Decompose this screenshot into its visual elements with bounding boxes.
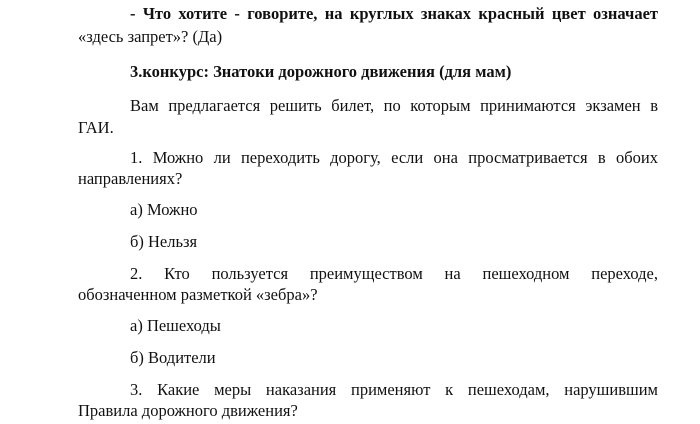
answer-2b: б) Водители [130,348,216,367]
document-page [78,0,658,424]
text-line-2: «здесь запрет»? (Да) [78,27,223,46]
question-3-line-1: 3. Какие меры наказания применяют к пешеходам, нарушившим [130,380,658,399]
question-2-line-1: 2. Кто пользуется преимуществом на пешеходном переходе, [130,264,658,283]
answer-2a: а) Пешеходы [130,316,221,335]
question-3-line-2: Правила дорожного движения? [78,401,298,420]
text-line-1: - Что хотите - говорите, на круглых знаках красный цвет означает [130,4,658,23]
text-line-3: Вам предлагается решить билет, по которым принимаются экзамен в [130,96,658,115]
question-2-line-2: обозначенном разметкой «зебра»? [78,285,318,304]
answer-1b: б) Нельзя [130,232,198,251]
question-1-line-2: направлениях? [78,169,183,188]
text-line-4: ГАИ. [78,118,114,137]
section-heading: 3.конкурс: Знатоки дорожного движения (для мам) [130,62,512,81]
question-1-line-1: 1. Можно ли переходить дорогу, если она просматривается в обоих [130,148,658,167]
answer-1a: а) Можно [130,200,198,219]
